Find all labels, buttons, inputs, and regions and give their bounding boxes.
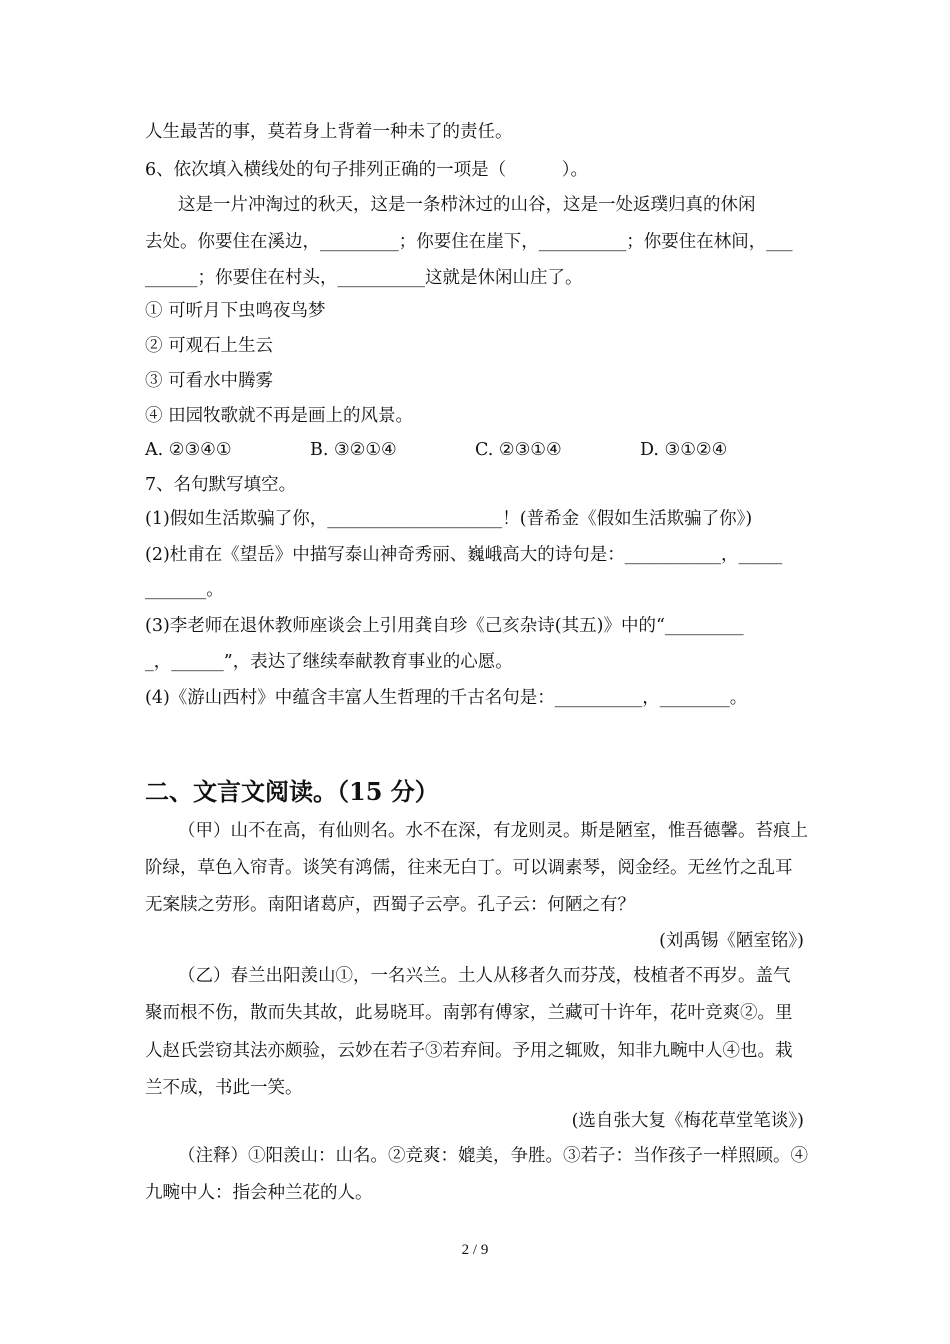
q6-option-b: B. ③②①④ bbox=[310, 440, 397, 460]
yi-line-2: 聚而根不伤，散而失其故，此易晓耳。南郭有傅家，兰藏可十许年，花叶竞爽②。里 bbox=[145, 1003, 793, 1023]
yi-line-4: 兰不成，书此一笑。 bbox=[145, 1078, 303, 1098]
q7-line-2: (2)杜甫在《望岳》中描写泰山神奇秀丽、巍峨高大的诗句是：___________，_____ bbox=[145, 545, 783, 565]
yi-line-3: 人赵氏尝窃其法亦颇验，云妙在若子③若弃间。予用之辄败，知非九畹中人④也。栽 bbox=[145, 1041, 793, 1061]
q6-stem: 6、依次填入横线处的句子排列正确的一项是（ ）。 bbox=[145, 160, 589, 180]
q6-passage-line-2: 去处。你要住在溪边，_________；你要住在崖下，__________；你要住在林间，___ bbox=[145, 232, 793, 252]
q7-line-3: _______。 bbox=[145, 580, 224, 600]
q6-option-a: A. ②③④① bbox=[145, 440, 232, 460]
q7-line-5: _，______”，表达了继续奉献教育事业的心愿。 bbox=[145, 652, 513, 672]
q7-stem: 7、名句默写填空。 bbox=[145, 475, 297, 495]
jia-source: (刘禹锡《陋室铭》) bbox=[659, 931, 804, 951]
q5-tail: 人生最苦的事，莫若身上背着一种未了的责任。 bbox=[145, 122, 513, 142]
q6-option-c: C. ②③①④ bbox=[475, 440, 562, 460]
yi-source: (选自张大复《梅花草堂笔谈》) bbox=[571, 1111, 804, 1131]
q6-item-4: ④ 田园牧歌就不再是画上的风景。 bbox=[145, 406, 414, 426]
q6-item-3: ③ 可看水中腾雾 bbox=[145, 371, 274, 391]
section2-title: 二、文言文阅读。（15 分） bbox=[145, 777, 439, 806]
page-number: 2 / 9 bbox=[461, 1242, 489, 1258]
notes-line-1: （注释）①阳羡山：山名。②竞爽：媲美，争胜。③若子：当作孩子一样照顾。④ bbox=[178, 1146, 808, 1166]
jia-line-1: （甲）山不在高，有仙则名。水不在深，有龙则灵。斯是陋室，惟吾德馨。苔痕上 bbox=[178, 821, 808, 841]
yi-line-1: （乙）春兰出阳羡山①，一名兴兰。土人从移者久而芬茂，枝植者不再岁。盖气 bbox=[178, 966, 791, 986]
q7-line-6: (4)《游山西村》中蕴含丰富人生哲理的千古名句是：__________，________。 bbox=[145, 688, 748, 708]
q6-item-1: ① 可听月下虫鸣夜鸟梦 bbox=[145, 301, 326, 321]
q6-option-d: D. ③①②④ bbox=[640, 440, 728, 460]
q7-line-1: (1)假如生活欺骗了你，____________________！(普希金《假如生活欺骗了你》) bbox=[145, 509, 753, 529]
q6-item-2: ② 可观石上生云 bbox=[145, 336, 274, 356]
q7-line-4: (3)李老师在退休教师座谈会上引用龚自珍《己亥杂诗(其五)》中的“_________ bbox=[145, 616, 744, 636]
notes-line-2: 九畹中人：指会种兰花的人。 bbox=[145, 1183, 373, 1203]
q6-passage-line-3: ______；你要住在村头，__________这就是休闲山庄了。 bbox=[145, 268, 583, 288]
jia-line-3: 无案牍之劳形。南阳诸葛庐，西蜀子云亭。孔子云：何陋之有？ bbox=[145, 895, 635, 915]
q6-passage-line-1: 这是一片冲淘过的秋天，这是一条栉沐过的山谷，这是一处返璞归真的休闲 bbox=[178, 195, 756, 215]
jia-line-2: 阶绿，草色入帘青。谈笑有鸿儒，往来无白丁。可以调素琴，阅金经。无丝竹之乱耳 bbox=[145, 858, 793, 878]
